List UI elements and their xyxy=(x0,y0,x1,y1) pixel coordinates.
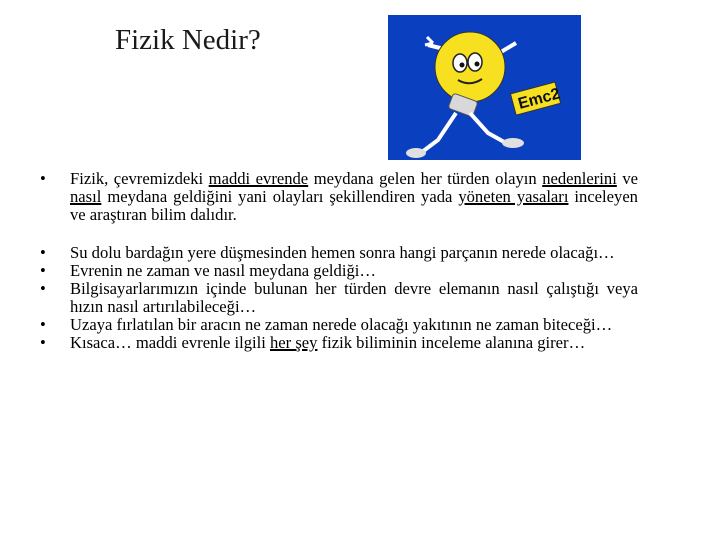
underlined-term: yöneten yasaları xyxy=(458,187,569,206)
bullet-list xyxy=(40,170,638,352)
underlined-term: nedenlerini xyxy=(542,169,617,188)
list-item: • Kısaca… maddi evrenle ilgili her şey fizik biliminin inceleme alanına girer… xyxy=(40,333,586,352)
underlined-term: nasıl xyxy=(70,187,102,206)
bullet-dot: • xyxy=(40,243,46,262)
emc2-sign-text: Emc2 xyxy=(516,85,563,113)
light-bulb-illustration xyxy=(388,15,581,160)
page-title: Fizik Nedir? xyxy=(115,24,261,56)
light-bulb-icon xyxy=(388,15,581,160)
bullet-dot: • xyxy=(40,169,46,188)
underlined-term: maddi evrende xyxy=(208,169,309,188)
bullet-dot: • xyxy=(40,333,46,352)
bullet-dot: • xyxy=(40,279,46,298)
list-item: • Bilgisayarlarımızın içinde bulunan her türden devre elemanın nasıl çalıştığı veya hızın nasıl artırılabileceği… xyxy=(40,279,638,316)
bullet-dot: • xyxy=(40,315,46,334)
underlined-term: her şey xyxy=(269,333,318,352)
list-item: • Uzaya fırlatılan bir aracın ne zaman nerede olacağı yakıtının ne zaman biteceği… xyxy=(40,315,613,334)
list-item: • Su dolu bardağın yere düşmesinden hemen sonra hangi parçanın nerede olacağı… xyxy=(40,243,615,262)
list-item: • Evrenin ne zaman ve nasıl meydana geldiği… xyxy=(40,261,376,280)
list-item: • Fizik, çevremizdeki maddi evrende meydana gelen her türden olayın nedenlerini ve nasıl meydana geldiğini yani olayları şekillendiren yada yöneten yasaları inceleyen ve araştıran bilim dalıdır. xyxy=(40,169,639,224)
bullet-dot: • xyxy=(40,261,46,280)
